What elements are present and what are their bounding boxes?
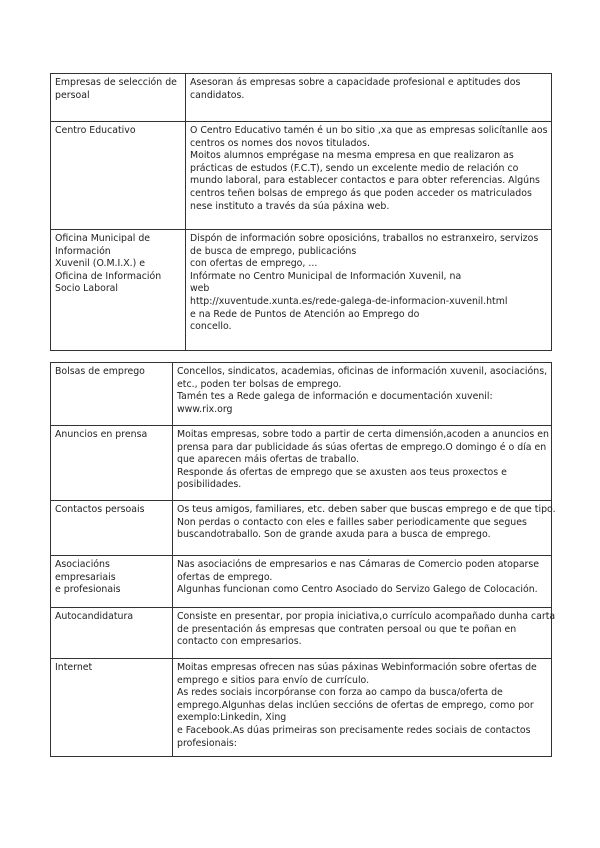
description-line: ofertas de emprego.	[177, 571, 273, 583]
row-description	[186, 74, 552, 122]
description-line: Concellos, sindicatos, academias, oficinas de información xuvenil, asociacións,	[177, 366, 548, 377]
label-line: Empresas de selección de	[55, 77, 177, 88]
description-line: emprego e sitios para envío de currículo.	[177, 674, 370, 686]
label-line: Oficina de Información	[55, 270, 162, 282]
description-line: Os teus amigos, familiares, etc. deben saber que buscas emprego e de que tipo.	[177, 504, 556, 515]
description-line: As redes sociais incorpóranse con forza ao campo da busca/oferta de	[177, 687, 503, 699]
row-label	[51, 230, 186, 351]
description-line: centros teñen bolsas de emprego ás que poden acceder os matriculados	[190, 187, 532, 199]
row-description	[186, 122, 552, 230]
description-line: Infórmate no Centro Municipal de Información Xuvenil, na	[190, 270, 462, 282]
description-line: O Centro Educativo tamén é un bo sitio ,xa que as empresas solicítanlle aos	[190, 125, 548, 136]
description-line: buscandotraballo. Son de grande axuda para a busca de emprego.	[177, 529, 491, 541]
description-line: Asesoran ás empresas sobre a capacidade profesional e aptitudes dos	[190, 77, 521, 88]
label-line: empresariais	[55, 571, 116, 583]
description-line: prensa para dar publicidade ás súas ofertas de emprego.O domingo é o día en	[177, 441, 547, 453]
description-line: http://xuventude.xunta.es/rede-galega-de-informacion-xuvenil.html	[190, 295, 508, 307]
description-line: Consiste en presentar, por propia iniciativa,o currículo acompañado dunha carta	[177, 611, 556, 622]
description-line: Responde ás ofertas de emprego que se axusten aos teus proxectos e	[177, 466, 507, 478]
description-line: nese instituto a través da súa páxina web.	[190, 200, 390, 212]
description-line: Tamén tes a Rede galega de información e documentación xuvenil:	[177, 391, 493, 403]
employment-sources-table-1	[50, 73, 552, 351]
row-label	[51, 122, 186, 230]
description-line: de busca de emprego, publicacións	[190, 245, 357, 257]
label-line: Asociacións	[55, 559, 110, 570]
description-line: posibilidades.	[177, 479, 242, 491]
description-line: mundo laboral, para establecer contactos e para obter referencias. Algúns	[190, 175, 540, 187]
description-line: centros os nomes dos novos titulados.	[190, 137, 371, 149]
description-line: contacto con empresarios.	[177, 636, 302, 648]
description-line: de presentación ás empresas que contraten persoal ou que te poñan en	[177, 623, 517, 635]
description-line: www.rix.org	[177, 403, 233, 415]
row-label	[51, 74, 186, 122]
row-label	[51, 363, 173, 426]
description-line: exemplo:Linkedin, Xing	[177, 712, 287, 724]
table-row	[51, 74, 552, 122]
label-line: Centro Educativo	[55, 125, 136, 136]
description-line: Non perdas o contacto con eles e failles saber periodicamente que segues	[177, 516, 527, 528]
description-line: con ofertas de emprego, ...	[190, 258, 318, 270]
row-label	[51, 426, 173, 501]
label-line: Contactos persoais	[55, 504, 145, 515]
description-line: Nas asociacións de empresarios e nas Cámaras de Comercio poden atoparse	[177, 559, 540, 570]
description-line: profesionais:	[177, 737, 237, 749]
row-description	[173, 608, 556, 659]
label-line: Socio Laboral	[55, 283, 119, 295]
description-line: prácticas de estudos (F.C.T), sendo un excelente medio de relación co	[190, 162, 519, 174]
table-row	[51, 363, 552, 426]
description-line: Dispón de información sobre oposicións, traballos no estranxeiro, servizos	[190, 233, 539, 244]
description-line: etc., poden ter bolsas de emprego.	[177, 378, 342, 390]
table-row	[51, 608, 552, 659]
description-line: que aparecen máis ofertas de traballo.	[177, 454, 360, 466]
label-line: Bolsas de emprego	[55, 366, 145, 377]
row-description	[173, 659, 552, 757]
label-line: e profesionais	[55, 584, 121, 596]
description-line: Moitas empresas ofrecen nas súas páxinas Webinformación sobre ofertas de	[177, 662, 537, 673]
table-row	[51, 556, 552, 608]
description-line: web	[190, 283, 210, 295]
description-line: Moitas empresas, sobre todo a partir de certa dimensión,acoden a anuncios en	[177, 429, 549, 440]
row-description	[173, 556, 552, 608]
description-line: e Facebook.As dúas primeiras son precisamente redes sociais de contactos	[177, 724, 531, 736]
table-row	[51, 659, 552, 757]
label-line: Internet	[55, 662, 93, 673]
row-label	[51, 556, 173, 608]
row-label	[51, 659, 173, 757]
table-row	[51, 230, 552, 351]
description-line: emprego.Algunhas delas inclúen seccións de ofertas de emprego, como por	[177, 699, 534, 711]
label-line: Xuvenil (O.M.I.X.) e	[55, 258, 146, 270]
description-line: candidatos.	[190, 89, 245, 101]
row-label	[51, 608, 173, 659]
employment-sources-table-2	[50, 362, 556, 757]
label-line: persoal	[55, 89, 90, 101]
table-row	[51, 426, 552, 501]
label-line: Autocandidatura	[55, 611, 134, 622]
description-line: Algunhas funcionan como Centro Asociado do Servizo Galego de Colocación.	[177, 584, 538, 596]
description-line: Moitos alumnos emprégase na mesma empresa en que realizaron as	[190, 150, 514, 162]
row-description	[173, 363, 552, 426]
table-row	[51, 122, 552, 230]
description-line: e na Rede de Puntos de Atención ao Emprego do	[190, 308, 420, 320]
row-label	[51, 501, 173, 556]
description-line: concello.	[190, 321, 232, 333]
row-description	[173, 426, 552, 501]
row-description	[186, 230, 552, 351]
label-line: Información	[55, 245, 111, 257]
label-line: Oficina Municipal de	[55, 233, 151, 244]
label-line: Anuncios en prensa	[55, 429, 148, 440]
row-description	[173, 501, 556, 556]
table-row	[51, 501, 552, 556]
